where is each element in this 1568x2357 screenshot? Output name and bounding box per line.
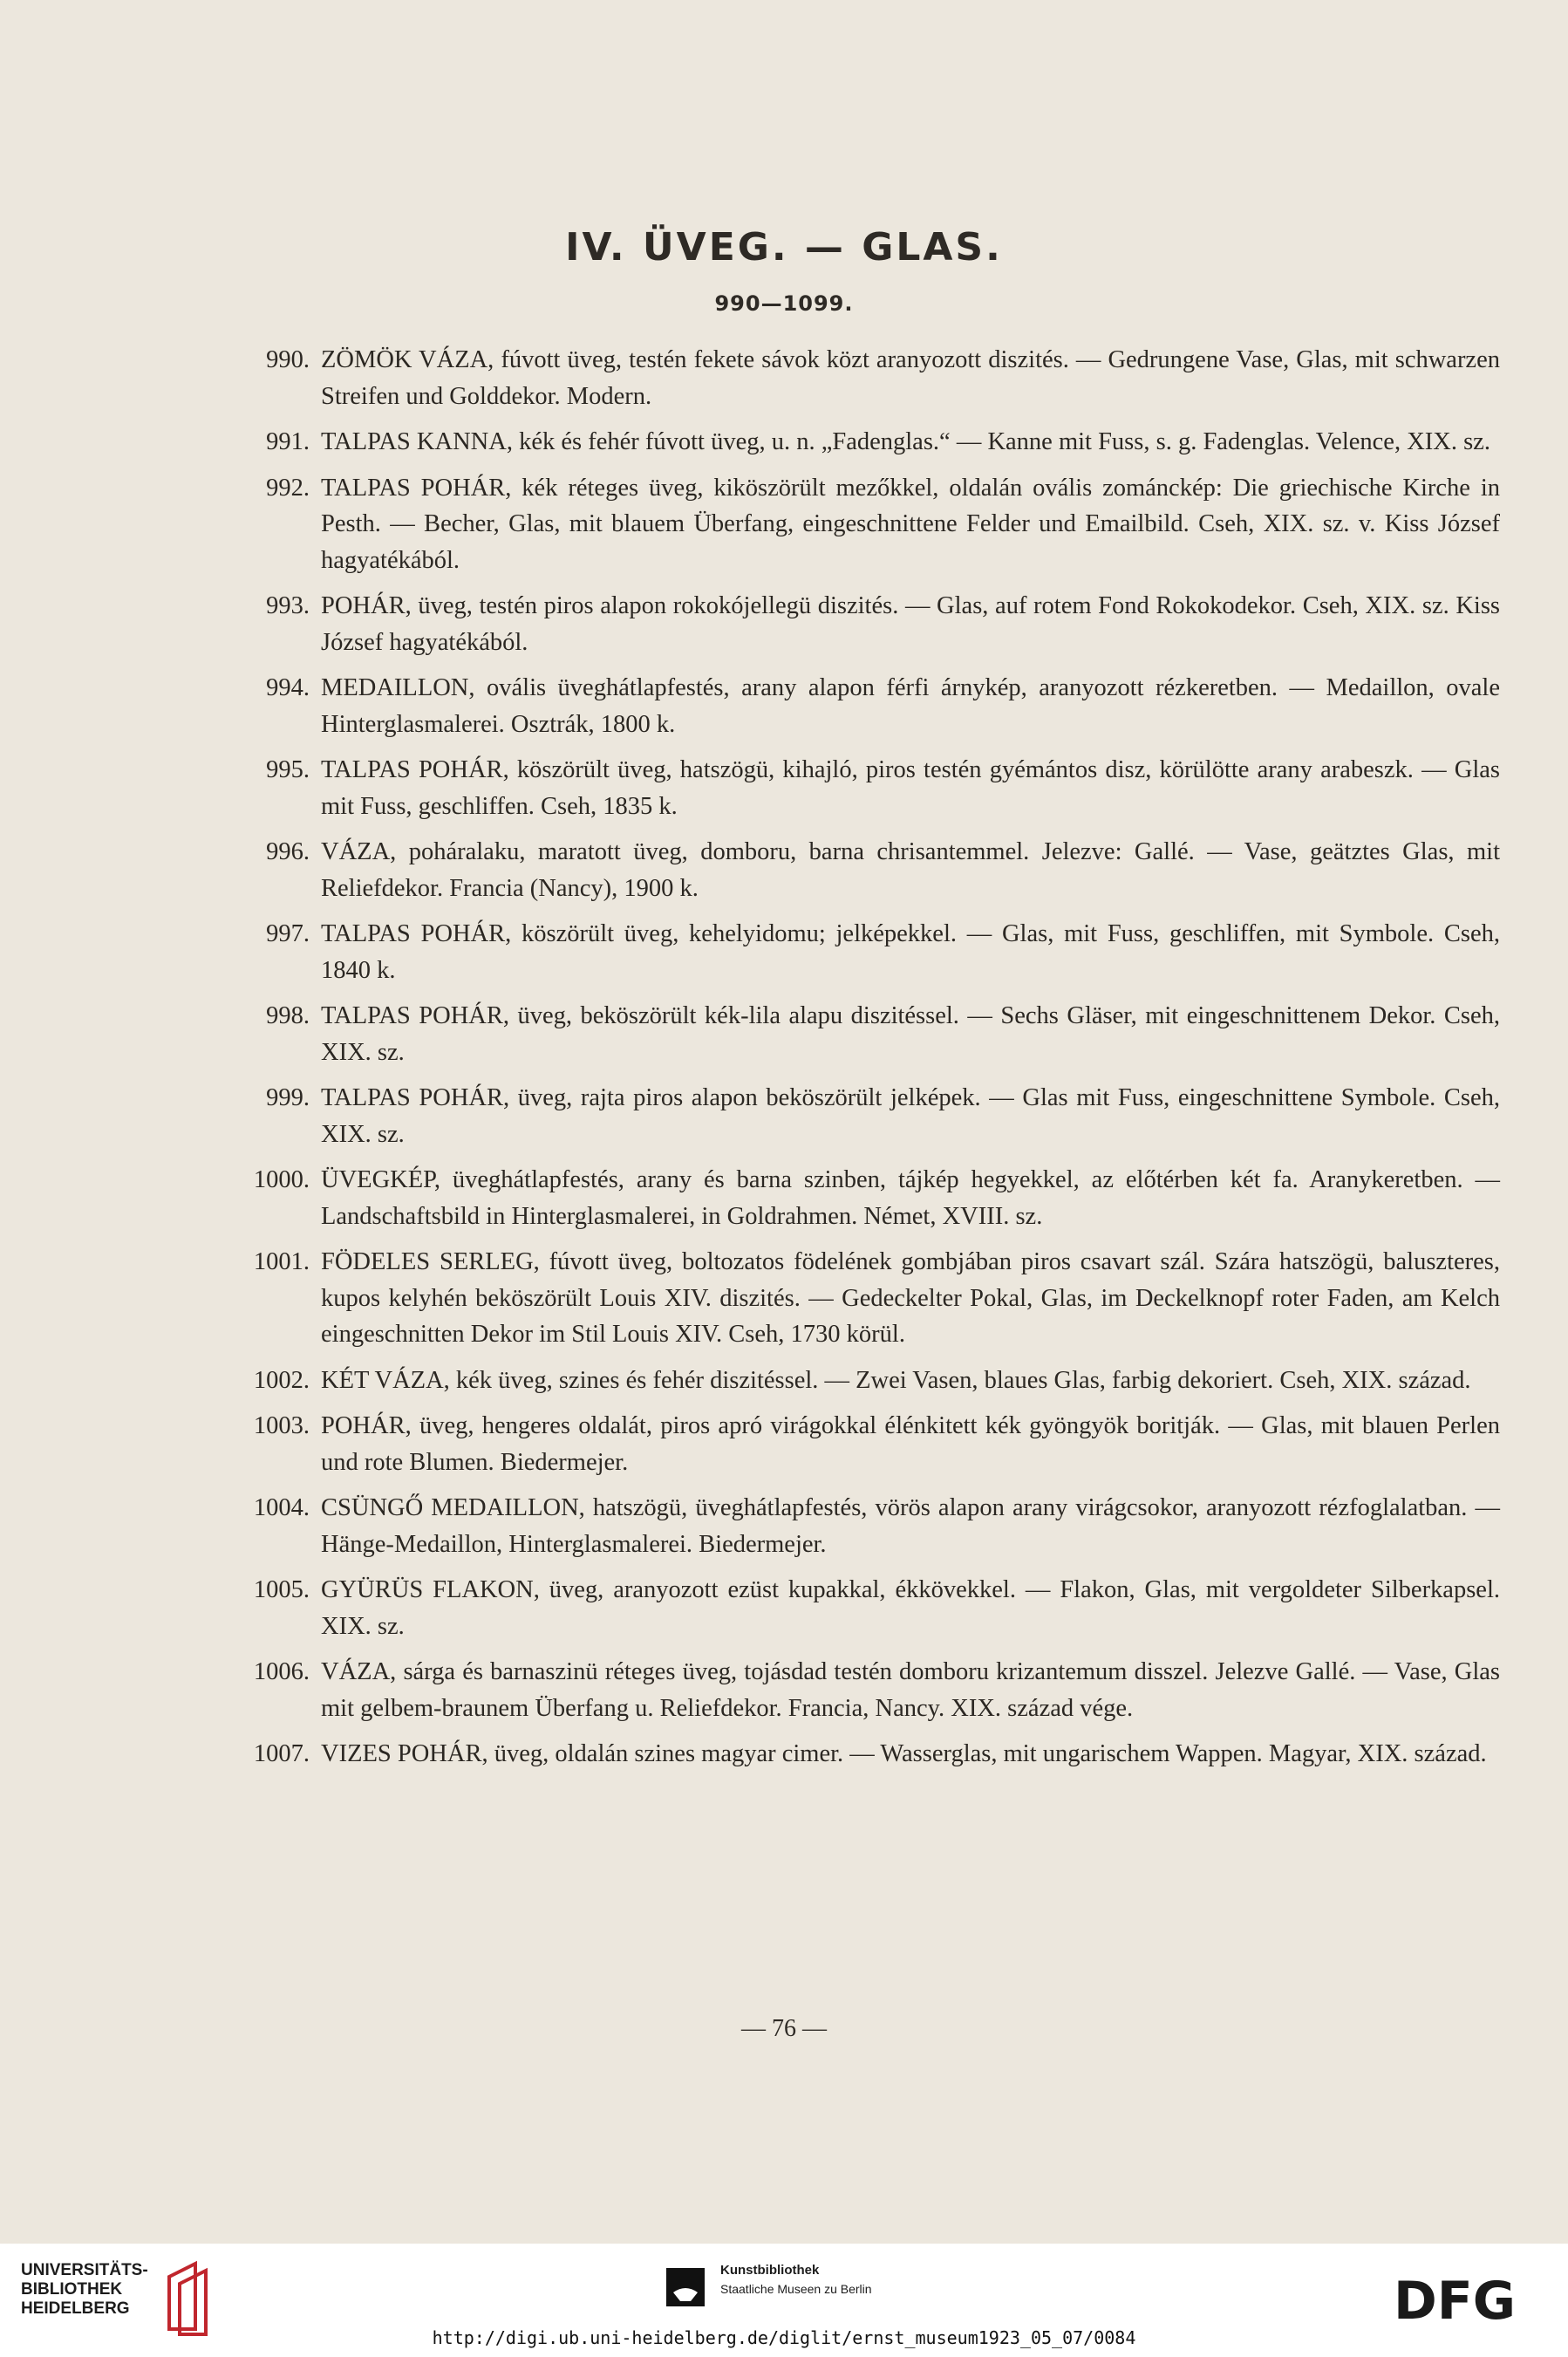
entry-description: ZÖMÖK VÁZA, fúvott üveg, testén fekete sávok közt aranyozott diszités. — Gedrungene Vase, Glas, mit schwarzen Streifen und Golddekor. Modern. <box>321 346 1500 410</box>
catalog-entry <box>218 834 1500 906</box>
dfg-logo[interactable] <box>1394 2273 1542 2326</box>
entry-description: TALPAS KANNA, kék és fehér fúvott üveg, u. n. „Fadenglas.“ — Kanne mit Fuss, s. g. Fadenglas. Velence, XIX. sz. <box>321 428 1490 455</box>
catalog-entry <box>218 670 1500 742</box>
catalog-entry <box>218 1244 1500 1353</box>
entry-number: 1001 . <box>218 1244 310 1281</box>
entry-description: FÖDELES SERLEG, fúvott üveg, boltozatos födelének gombjában piros csavart szál. Szára hatszögü, baluszteres, kupos kelyhén beköszörült Louis XIV. diszités. — Gedeckelter Pokal, Glas, im Deckelknopf roter Faden, am Kelch eingeschnitten Dekor im Stil Louis XIV. Cseh, 1730 körül. <box>321 1248 1500 1348</box>
entry-description: GYÜRÜS FLAKON, üveg, aranyozott ezüst kupakkal, ékkövekkel. — Flakon, Glas, mit vergoldeter Silberkapsel. XIX. sz. <box>321 1576 1500 1640</box>
catalog-entry <box>218 342 1500 414</box>
entry-description: TALPAS POHÁR, üveg, beköszörült kék-lila alapu diszitéssel. — Sechs Gläser, mit eingeschnittenem Dekor. Cseh, XIX. sz. <box>321 1002 1500 1066</box>
catalog-entry <box>218 1363 1500 1399</box>
catalog-entries <box>218 342 1500 1782</box>
entry-description: POHÁR, üveg, testén piros alapon rokokójellegü diszités. — Glas, auf rotem Fond Rokokodekor. Cseh, XIX. sz. Kiss József hagyatékából. <box>321 592 1500 656</box>
catalog-entry <box>218 588 1500 660</box>
entry-number: 1006 . <box>218 1654 310 1691</box>
entry-description: MEDAILLON, ovális üveghátlapfestés, arany alapon férfi árnykép, aranyozott rézkeretben. — Medaillon, ovale Hinterglasmalerei. Osztrák, 1800 k. <box>321 674 1500 738</box>
entry-number: 1005 . <box>218 1572 310 1609</box>
entry-description: TALPAS POHÁR, kék réteges üveg, kiköszörült mezőkkel, oldalán ovális zománckép: Die griechische Kirche in Pesth. — Becher, Glas, mit blauem Überfang, eingeschnittene Felder und Emailbild. Cseh, XIX. sz. v. Kiss József hagyatékából. <box>321 474 1500 574</box>
entry-number: 991 . <box>218 424 310 461</box>
catalog-entry <box>218 916 1500 988</box>
catalog-entry <box>218 1408 1500 1480</box>
entry-number: 995 . <box>218 752 310 789</box>
entry-number: 998 . <box>218 998 310 1035</box>
catalog-entry <box>218 1162 1500 1234</box>
entry-description: ÜVEGKÉP, üveghátlapfestés, arany és barna szinben, tájkép hegyekkel, az előtérben két fa. Aranykeretben. — Landschaftsbild in Hinterglasmalerei, in Goldrahmen. Német, XVIII. sz. <box>321 1166 1500 1230</box>
entry-number: 1003 . <box>218 1408 310 1445</box>
entry-description: VIZES POHÁR, üveg, oldalán szines magyar cimer. — Wasserglas, mit ungarischem Wappen. Magyar, XIX. század. <box>321 1740 1487 1767</box>
catalog-entry <box>218 1080 1500 1152</box>
eagle-icon <box>665 2266 706 2308</box>
entry-description: POHÁR, üveg, hengeres oldalát, piros apró virágokkal élénkitett kék gyöngyök boritják. — Glas, mit blauen Perlen und rote Blumen. Biedermejer. <box>321 1412 1500 1476</box>
kunstbibliothek-subtitle: Staatliche Museen zu Berlin <box>720 2282 872 2296</box>
catalog-entry <box>218 1490 1500 1562</box>
page-number: — 76 — <box>741 2015 827 2042</box>
entry-number: 990 . <box>218 342 310 379</box>
entry-description: TALPAS POHÁR, köszörült üveg, hatszögü, kihajló, piros testén gyémántos disz, körülötte arany arabeszk. — Glas mit Fuss, geschliffen. Cseh, 1835 k. <box>321 756 1500 820</box>
catalog-entry <box>218 752 1500 824</box>
entry-number: 996 . <box>218 834 310 871</box>
catalog-entry <box>218 998 1500 1070</box>
entry-number: 993 . <box>218 588 310 625</box>
entry-number: 1002 . <box>218 1363 310 1399</box>
kunstbibliothek-title: Kunstbibliothek <box>720 2263 820 2278</box>
entry-number: 1000 . <box>218 1162 310 1199</box>
entry-number: 992 . <box>218 470 310 507</box>
entry-number: 994 . <box>218 670 310 707</box>
entry-description: KÉT VÁZA, kék üveg, szines és fehér diszitéssel. — Zwei Vasen, blaues Glas, farbig dekoriert. Cseh, XIX. század. <box>321 1366 1471 1394</box>
section-title: IV. ÜVEG. — GLAS. <box>565 225 1003 270</box>
entry-number: 997 . <box>218 916 310 953</box>
entry-number: 999 . <box>218 1080 310 1117</box>
entry-description: TALPAS POHÁR, köszörült üveg, kehelyidomu; jelképekkel. — Glas, mit Fuss, geschliffen, mit Symbole. Cseh, 1840 k. <box>321 920 1500 984</box>
catalog-entry <box>218 1654 1500 1726</box>
catalog-entry <box>218 1572 1500 1644</box>
source-url-link[interactable]: http://digi.ub.uni-heidelberg.de/diglit/ernst_museum1923_05_07/0084 <box>432 2327 1136 2348</box>
footer-bar <box>0 2244 1568 2357</box>
library-name: UNIVERSITÄTS- BIBLIOTHEK HEIDELBERG <box>21 2261 148 2318</box>
entry-number: 1007 . <box>218 1736 310 1773</box>
entry-description: VÁZA, sárga és barnaszinü réteges üveg, tojásdad testén domboru krizantemum disszel. Jelezve Gallé. — Vase, Glas mit gelbem-braunem Überfang u. Reliefdekor. Francia, Nancy. XIX. század vége. <box>321 1658 1500 1722</box>
entry-description: TALPAS POHÁR, üveg, rajta piros alapon beköszörült jelképek. — Glas mit Fuss, eingeschnittene Symbole. Cseh, XIX. sz. <box>321 1084 1500 1148</box>
entry-description: CSÜNGŐ MEDAILLON, hatszögü, üveghátlapfestés, vörös alapon arany virágcsokor, aranyozott rézfoglalatban. — Hänge-Medaillon, Hinterglasmalerei. Biedermejer. <box>321 1494 1500 1558</box>
entry-description: VÁZA, poháralaku, maratott üveg, domboru, barna chrisantemmel. Jelezve: Gallé. — Vase, geätztes Glas, mit Reliefdekor. Francia (Nancy), 1900 k. <box>321 838 1500 902</box>
catalog-entry <box>218 1736 1500 1773</box>
catalog-range: 990—1099. <box>714 291 854 316</box>
library-mark-icon <box>160 2259 230 2338</box>
entry-number: 1004 . <box>218 1490 310 1527</box>
dfg-label: DFG <box>1394 2273 1517 2326</box>
catalog-entry <box>218 424 1500 461</box>
catalog-entry <box>218 470 1500 579</box>
